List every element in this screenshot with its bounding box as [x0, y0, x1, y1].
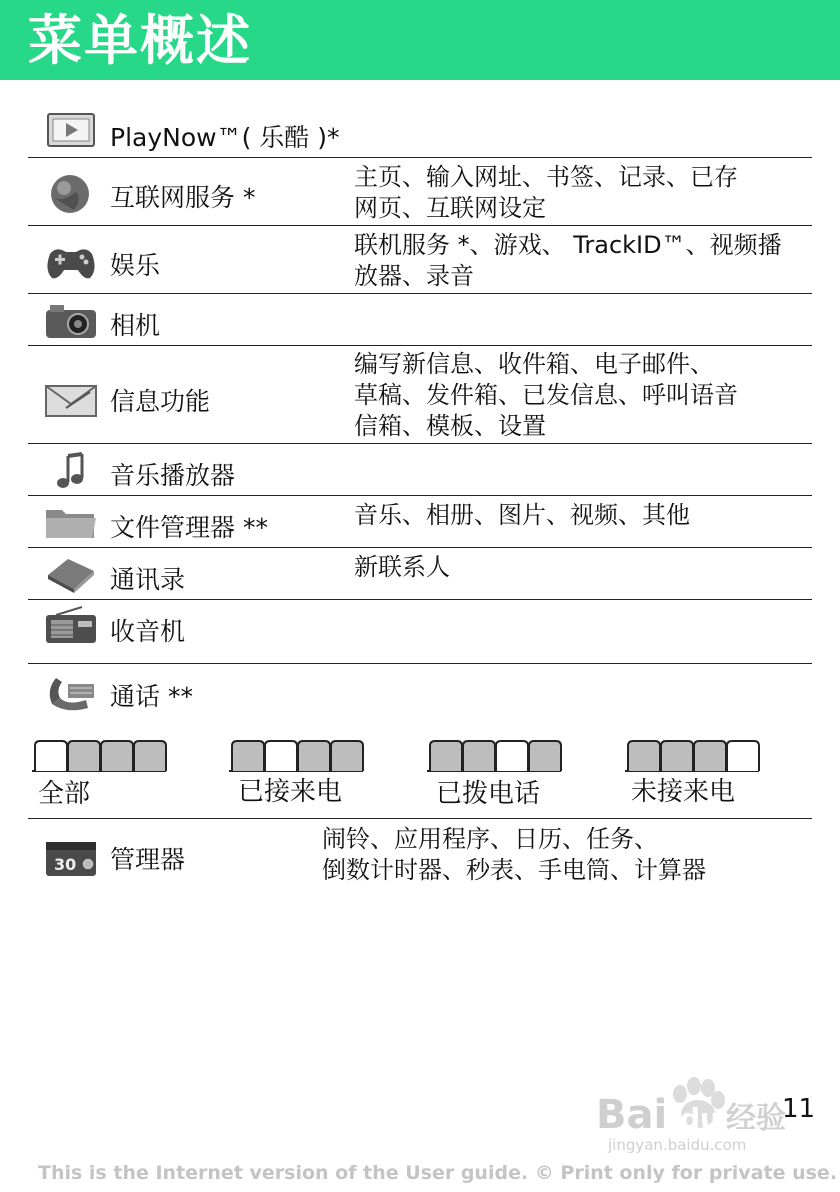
camera-icon	[42, 300, 100, 344]
divider	[28, 293, 812, 294]
menu-desc-line: 闹铃、应用程序、日历、任务、	[322, 825, 658, 853]
gamepad-icon	[42, 240, 100, 284]
svg-text:30: 30	[54, 855, 77, 874]
divider	[28, 443, 812, 444]
menu-label-contacts: 通讯录	[110, 565, 186, 594]
radio-icon	[42, 605, 100, 649]
menu-label-file-manager: 文件管理器 **	[110, 513, 268, 542]
menu-desc-line: 联机服务 *、游戏、 TrackID™、视频播	[354, 231, 782, 259]
baidu-watermark	[594, 1066, 790, 1162]
menu-label-calls: 通话 **	[110, 682, 193, 711]
address-book-icon	[42, 553, 100, 597]
footer-note: This is the Internet version of the User guide. © Print only for private use.	[38, 1162, 838, 1184]
globe-icon	[42, 172, 100, 216]
call-tab-label: 已接来电	[238, 777, 343, 807]
menu-label-music-player: 音乐播放器	[110, 461, 236, 490]
page-title: 菜单概述	[28, 9, 252, 72]
divider	[28, 663, 812, 664]
organizer-icon	[42, 836, 100, 880]
divider	[28, 547, 812, 548]
menu-label-entertainment: 娱乐	[110, 251, 161, 280]
divider	[28, 599, 812, 600]
divider	[28, 345, 812, 346]
menu-desc-line: 音乐、相册、图片、视频、其他	[354, 501, 690, 529]
menu-label-radio: 收音机	[110, 617, 186, 646]
menu-label-playnow: PlayNow™( 乐酷 )*	[110, 123, 340, 152]
divider	[28, 495, 812, 496]
call-tab-label: 未接来电	[631, 777, 736, 807]
folder-icon	[42, 500, 100, 544]
menu-desc-line: 放器、录音	[354, 262, 474, 290]
menu-desc-line: 倒数计时器、秒表、手电筒、计算器	[322, 856, 706, 884]
menu-label-camera: 相机	[110, 311, 161, 340]
envelope-icon	[42, 378, 100, 422]
svg-text:Bai: Bai	[596, 1092, 668, 1138]
menu-desc-line: 草稿、发件箱、已发信息、呼叫语音	[354, 381, 738, 409]
call-tab-label: 已拨电话	[436, 779, 541, 809]
menu-label-organizer: 管理器	[110, 845, 186, 874]
menu-desc-line: 编写新信息、收件箱、电子邮件、	[354, 350, 714, 378]
play-screen-icon	[42, 110, 100, 154]
menu-desc-line: 主页、输入网址、书签、记录、已存	[354, 163, 738, 191]
svg-text:jingyan.baidu.com: jingyan.baidu.com	[608, 1136, 747, 1154]
menu-label-messaging: 信息功能	[110, 387, 211, 416]
divider	[28, 157, 812, 158]
menu-desc-line: 信箱、模板、设置	[354, 412, 546, 440]
call-tabs-all	[32, 738, 168, 778]
page-number: 11	[782, 1094, 816, 1124]
menu-desc-line: 网页、互联网设定	[354, 194, 546, 222]
menu-label-internet: 互联网服务 *	[110, 183, 256, 212]
call-tabs-received	[229, 738, 365, 778]
svg-text:经验: 经验	[726, 1101, 786, 1136]
call-tabs-dialled	[427, 738, 563, 778]
page-header	[0, 0, 840, 80]
divider	[28, 225, 812, 226]
music-note-icon	[42, 450, 100, 494]
menu-desc-line: 新联系人	[354, 553, 450, 581]
phone-handset-icon	[42, 670, 100, 714]
divider	[28, 818, 812, 819]
call-tabs-missed	[625, 738, 761, 778]
svg-text:du: du	[680, 1102, 720, 1135]
call-tab-label: 全部	[38, 779, 91, 809]
